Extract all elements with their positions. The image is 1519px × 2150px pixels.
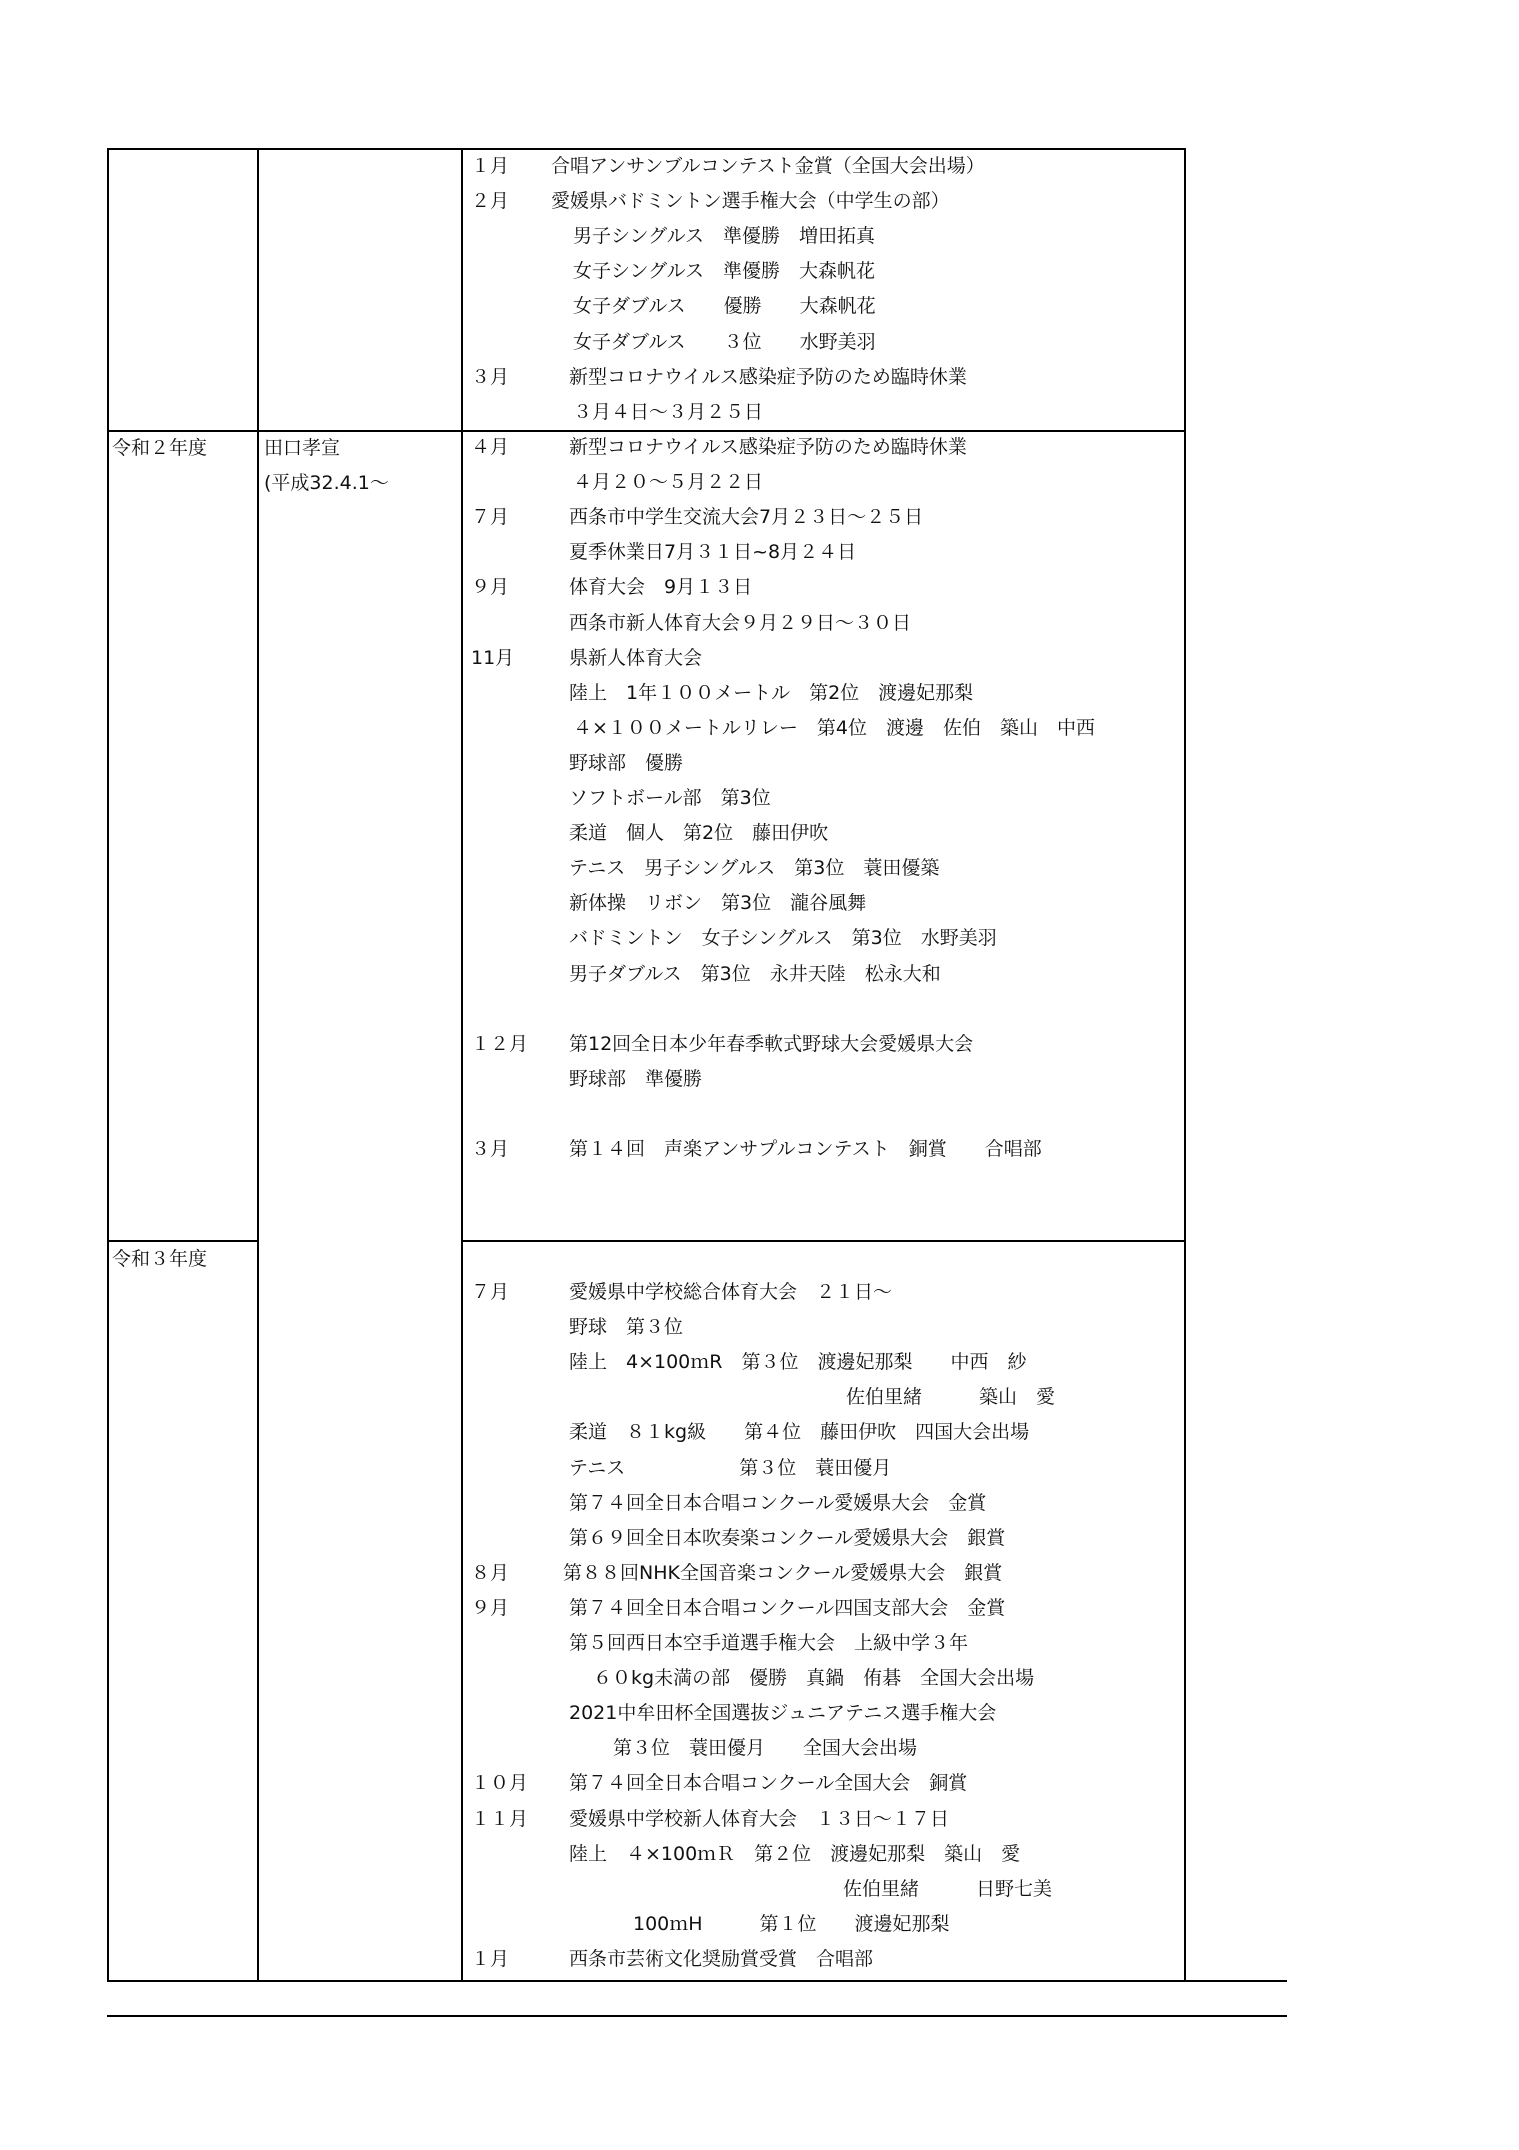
event-month: ２月 [471,190,510,213]
event-text: 女子ダブルス 優勝 大森帆花 [573,295,876,318]
event-row [471,957,1171,991]
event-text: 新型コロナウイルス感染症予防のため臨時休業 [569,436,967,458]
event-row [471,1451,1171,1485]
event-month: ８月 [471,1561,510,1584]
row-divider-2-left [107,1240,258,1242]
event-row [471,1132,1171,1166]
event-month: １月 [471,1947,510,1970]
event-row [471,395,1171,429]
event-row [471,921,1171,955]
event-text: 愛媛県中学校新人体育大会 １３日～１７日 [569,1807,950,1830]
event-text: ４×１００メートルリレー 第4位 渡邊 佐伯 築山 中西 [573,716,1096,739]
event-text: 第12回全日本少年春季軟式野球大会愛媛県大会 [569,1032,974,1055]
event-text: 西条市中学生交流大会7月２３日～２５日 [569,506,924,529]
event-text: 陸上 ４×100ｍＲ 第２位 渡邊妃那梨 築山 愛 [569,1842,1021,1865]
event-text: 第７４回全日本合唱コンクール愛媛県大会 金賞 [569,1491,987,1514]
event-text: 西条市芸術文化奨励賞受賞 合唱部 [569,1947,874,1970]
event-text: 第７４回全日本合唱コンクール四国支部大会 金賞 [569,1596,1006,1619]
event-row [471,1062,1171,1096]
event-row [471,1380,1171,1414]
table-right-border [1184,148,1186,1981]
event-text: 男子シングルス 準優勝 増田拓真 [573,225,876,248]
event-text: 新型コロナウイルス感染症予防のため臨時休業 [569,365,967,388]
event-row [471,289,1171,323]
event-month: ７月 [471,1281,510,1303]
column-divider-2 [461,148,463,1981]
event-text: 第５回西日本空手道選手権大会 上級中学３年 [569,1632,969,1654]
event-row [471,1696,1171,1730]
event-row [471,992,1171,1026]
event-row [471,1766,1171,1800]
event-text: 女子ダブルス ３位 水野美羽 [573,330,876,353]
event-row [471,1942,1171,1976]
event-month: ９月 [471,576,510,599]
event-month: ９月 [471,1596,510,1619]
event-month: １月 [471,155,510,177]
event-text: テニス 男子シングルス 第3位 蓑田優築 [569,857,940,880]
event-text: 第８８回NHK全国音楽コンクール愛媛県大会 銀賞 [563,1561,1003,1584]
event-text: 2021中牟田杯全国選抜ジュニアテニス選手権大会 [569,1702,997,1725]
event-row [471,816,1171,850]
event-row [471,1907,1171,1941]
event-row [471,1837,1171,1871]
principal-name: 田口孝宣 [264,437,341,459]
event-text: 陸上 4×100ｍR 第３位 渡邊妃那梨 中西 紗 [569,1351,1027,1374]
event-row [471,500,1171,534]
event-month: ３月 [471,365,510,388]
year-cell-r3: 令和３年度 [112,1248,208,1270]
event-text: 陸上 1年１００メートル 第2位 渡邊妃那梨 [569,681,974,704]
event-row [471,1415,1171,1449]
event-text: ソフトボール部 第3位 [569,787,771,809]
event-text: テニス 第３位 蓑田優月 [569,1456,892,1479]
event-text: バドミントン 女子シングルス 第3位 水野美羽 [569,927,997,950]
event-text: 100ｍH 第１位 渡邊妃那梨 [633,1912,950,1935]
event-row [471,465,1171,499]
event-row [471,1626,1171,1660]
event-text: ３月４日～３月２５日 [573,400,764,423]
event-month: 11月 [471,646,515,669]
event-month: ７月 [471,506,510,529]
event-row [471,1661,1171,1695]
event-row [471,535,1171,569]
table-bottom-border [107,1980,1287,1982]
event-month: １０月 [471,1772,529,1795]
event-text: 第３位 蓑田優月 全国大会出場 [613,1737,918,1760]
event-text: 合唱アンサンブルコンテスト金賞（全国大会出場） [551,155,985,177]
event-month: １２月 [471,1032,529,1055]
event-text: 男子ダブルス 第3位 永井天陸 松永大和 [569,962,941,985]
event-month: ３月 [471,1138,510,1160]
event-row [471,254,1171,288]
column-divider-1 [257,148,259,1981]
event-row [471,1802,1171,1836]
event-text: ６０kg未満の部 優勝 真鍋 侑碁 全国大会出場 [593,1667,1035,1690]
event-row [471,570,1171,604]
year-cell-r2: 令和２年度 [112,437,208,459]
event-text: 第７４回全日本合唱コンクール全国大会 銅賞 [569,1772,968,1795]
event-row [471,1556,1171,1590]
table-left-border [107,148,109,1981]
event-row [471,1027,1171,1061]
event-text: 第１４回 声楽アンサプルコンテスト 銅賞 合唱部 [569,1138,1042,1160]
event-text: 女子シングルス 準優勝 大森帆花 [573,260,876,283]
principal-term: (平成32.4.1～ [264,472,389,494]
event-text: 県新人体育大会 [569,646,703,669]
event-month: １１月 [471,1807,529,1830]
event-row [471,1310,1171,1344]
event-text: 愛媛県バドミントン選手権大会（中学生の部） [551,190,950,213]
event-text: 愛媛県中学校総合体育大会 ２１日～ [569,1281,893,1303]
event-row [471,781,1171,815]
event-text: 柔道 ８１kg級 第４位 藤田伊吹 四国大会出場 [569,1421,1030,1444]
event-row [471,149,1171,183]
event-row [471,1872,1171,1906]
event-row [471,1521,1171,1555]
event-text: 夏季休業日7月３１日~8月２４日 [569,541,857,564]
event-month: ４月 [471,436,510,458]
event-text: 佐伯里緒 日野七美 [843,1877,1053,1900]
event-row [471,325,1171,359]
event-row [471,676,1171,710]
event-row [471,1097,1171,1131]
event-row [471,360,1171,394]
event-row [471,184,1171,218]
event-text: 柔道 個人 第2位 藤田伊吹 [569,822,829,845]
footer-line [107,2015,1287,2017]
event-text: 野球 第３位 [569,1316,684,1339]
event-text: 野球部 準優勝 [569,1067,703,1090]
event-row [471,886,1171,920]
event-row [471,641,1171,675]
event-row [471,1275,1171,1309]
event-row [471,1486,1171,1520]
row-divider-2-right [461,1240,1186,1242]
event-text: 第６９回全日本吹奏楽コンクール愛媛県大会 銀賞 [569,1526,1006,1549]
event-text: 体育大会 9月１３日 [569,576,753,599]
event-row [471,606,1171,640]
event-row [471,1731,1171,1765]
event-text: 佐伯里緒 築山 愛 [846,1386,1056,1409]
event-row [471,1591,1171,1625]
event-text: ４月２０～５月２２日 [573,471,764,494]
event-text: 西条市新人体育大会９月２９日～３０日 [569,611,912,634]
event-row [471,430,1171,464]
event-text: 野球部 優勝 [569,751,684,774]
event-text: 新体操 リボン 第3位 瀧谷風舞 [569,892,867,915]
event-row [471,1345,1171,1379]
event-row [471,711,1171,745]
event-row [471,219,1171,253]
event-row [471,851,1171,885]
event-row [471,746,1171,780]
